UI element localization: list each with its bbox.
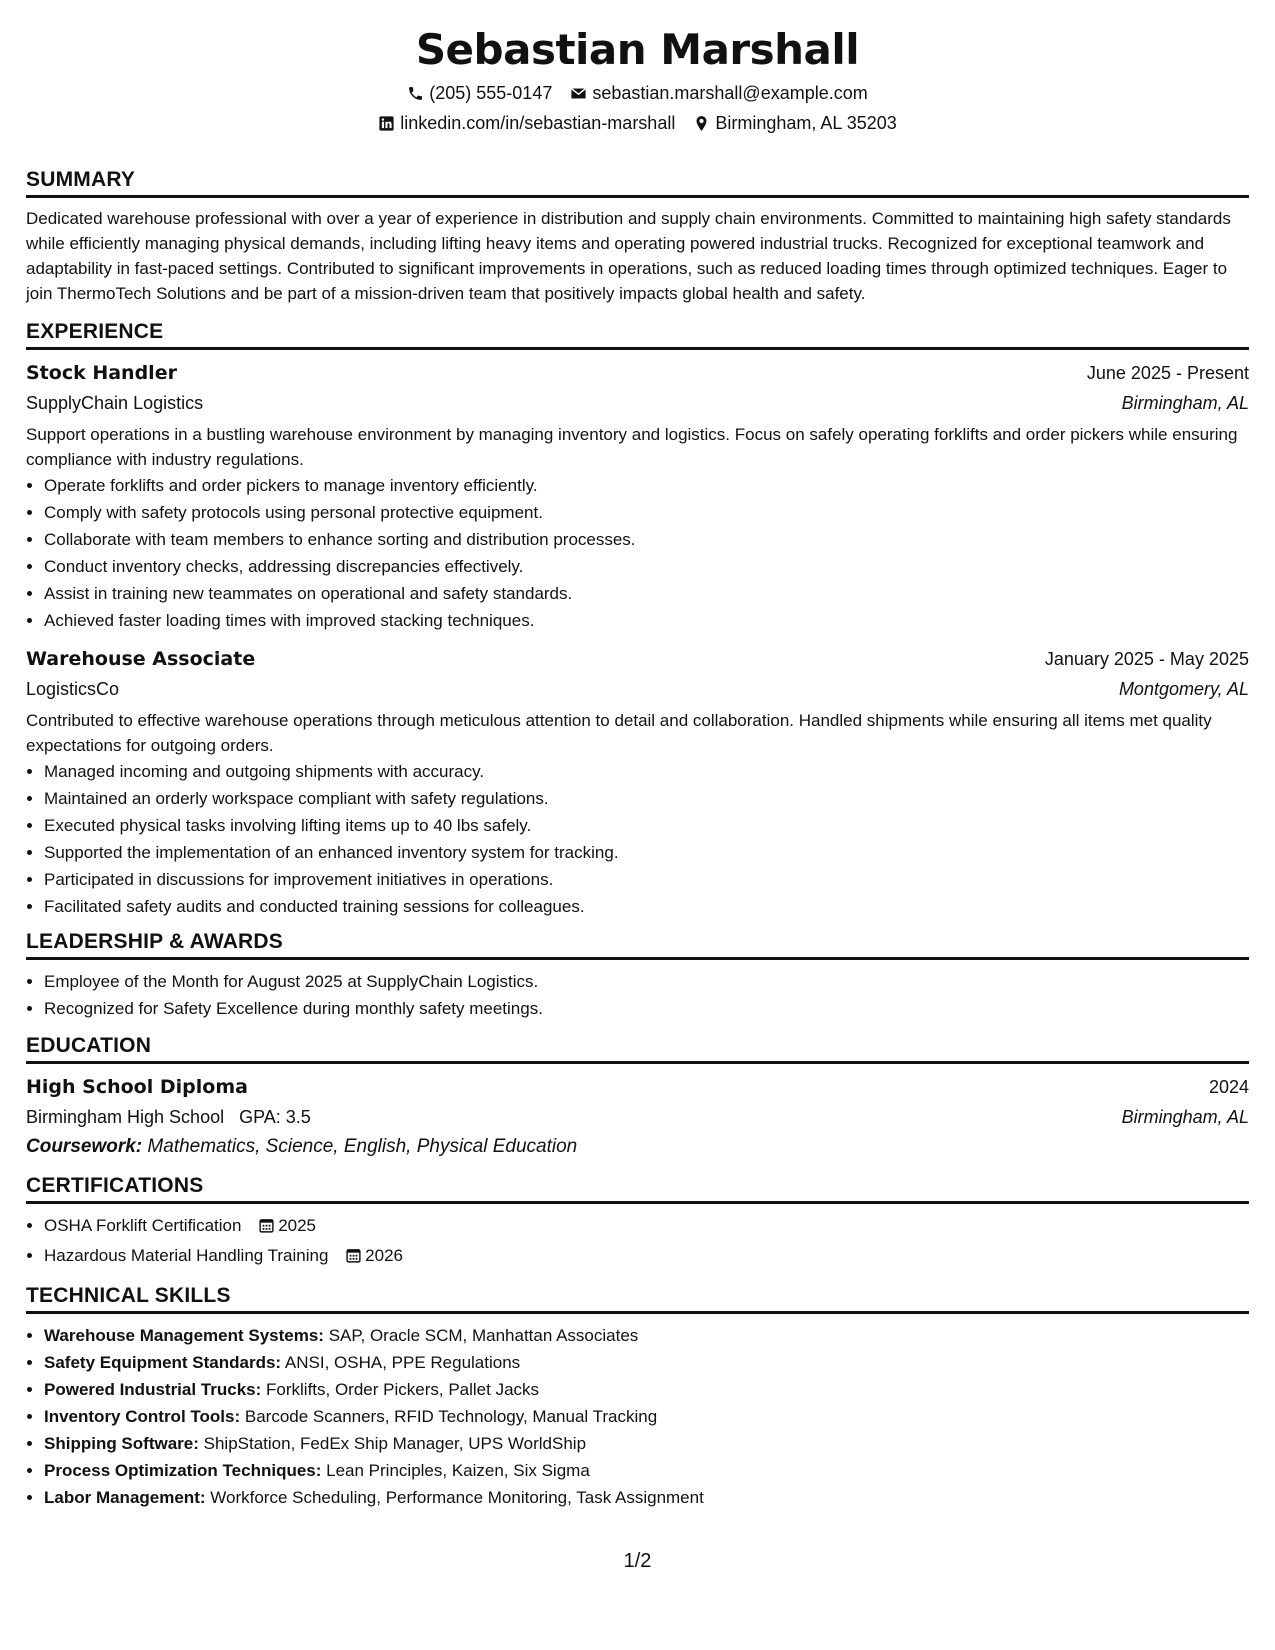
skill-values: Forklifts, Order Pickers, Pallet Jacks — [266, 1380, 540, 1399]
resume-page — [26, 0, 1249, 1511]
section-title-education: EDUCATION — [26, 1034, 1249, 1064]
list-item: • Operate forklifts and order pickers to manage inventory efficiently. — [44, 472, 1249, 499]
summary-section — [26, 168, 1249, 306]
list-item: • Comply with safety protocols using personal protective equipment. — [44, 499, 1249, 526]
candidate-name: Sebastian Marshall — [415, 25, 860, 74]
degree-name: High School Diploma — [26, 1076, 248, 1098]
list-item: • Recognized for Safety Excellence during monthly safety meetings. — [44, 995, 1249, 1022]
skill-values: Barcode Scanners, RFID Technology, Manual Tracking — [244, 1407, 658, 1426]
list-item: • Supported the implementation of an enhanced inventory system for tracking. — [44, 839, 1249, 866]
coursework — [26, 1132, 1249, 1162]
calendar-icon — [345, 1247, 362, 1264]
company-name: SupplyChain Logistics — [26, 393, 204, 413]
list-item: • Participated in discussions for improvement initiatives in operations. — [44, 866, 1249, 893]
contact-line-2 — [26, 108, 1249, 138]
list-item — [44, 1484, 1249, 1511]
leadership-section — [26, 930, 1249, 1034]
calendar-icon — [258, 1217, 275, 1234]
list-item: • Achieved faster loading times with improved stacking techniques. — [44, 607, 1249, 634]
email-contact[interactable] — [570, 78, 867, 108]
job-bullets — [26, 758, 1249, 920]
skill-category: Safety Equipment Standards: — [44, 1353, 282, 1372]
job-entry — [26, 358, 1249, 634]
list-item: • Employee of the Month for August 2025 at SupplyChain Logistics. — [44, 968, 1249, 995]
list-item: • Collaborate with team members to enhance sorting and distribution processes. — [44, 526, 1249, 553]
section-title-certifications: CERTIFICATIONS — [26, 1174, 1249, 1204]
section-title-skills: TECHNICAL SKILLS — [26, 1284, 1249, 1314]
job-entry — [26, 644, 1249, 920]
phone-number: (205) 555-0147 — [429, 83, 553, 103]
gpa: GPA: 3.5 — [239, 1107, 311, 1127]
list-item: • Conduct inventory checks, addressing discrepancies effectively. — [44, 553, 1249, 580]
school-location: Birmingham, AL — [1121, 1107, 1249, 1127]
section-title-leadership: LEADERSHIP & AWARDS — [26, 930, 1249, 960]
education-section — [26, 1034, 1249, 1174]
list-item — [44, 1376, 1249, 1403]
phone-contact — [407, 78, 552, 108]
graduation-year: 2024 — [1208, 1077, 1249, 1097]
job-dates: January 2025 - May 2025 — [1044, 649, 1249, 669]
list-item — [44, 1212, 1249, 1242]
skill-values: Lean Principles, Kaizen, Six Sigma — [326, 1461, 590, 1480]
skill-values: ShipStation, FedEx Ship Manager, UPS WorldShip — [203, 1434, 587, 1453]
skill-category: Shipping Software: — [44, 1434, 199, 1453]
phone-icon — [407, 85, 424, 102]
contact-line-1 — [26, 78, 1249, 108]
resume-header — [26, 22, 1249, 138]
job-location: Birmingham, AL — [1121, 393, 1249, 413]
skill-category: Inventory Control Tools: — [44, 1407, 241, 1426]
skill-values: ANSI, OSHA, PPE Regulations — [284, 1353, 521, 1372]
email-address[interactable]: sebastian.marshall@example.com — [592, 83, 868, 103]
list-item — [44, 1349, 1249, 1376]
summary-text: Dedicated warehouse professional with over a year of experience in distribution and supply chain environments. Committed to maintaining high safety standards while efficiently managing physical demands, including lifting heavy items and operating powered industrial trucks. Recognized for exceptional teamwork and adaptability in fast-paced settings. Contributed to significant improvements in operations, such as reduced loading times through optimized techniques. Eager to join ThermoTech Solutions and be part of a mission-driven team that positively impacts global health and safety. — [26, 209, 1231, 303]
job-title: Stock Handler — [26, 362, 177, 384]
envelope-icon — [570, 85, 587, 102]
linkedin-url[interactable]: linkedin.com/in/sebastian-marshall — [400, 113, 676, 133]
certification-year: 2025 — [278, 1216, 317, 1235]
certification-name: Hazardous Material Handling Training — [44, 1246, 329, 1265]
certification-name: OSHA Forklift Certification — [44, 1216, 242, 1235]
company-name: LogisticsCo — [26, 679, 120, 699]
linkedin-icon — [378, 115, 395, 132]
list-item — [44, 1242, 1249, 1272]
page-number: 1/2 — [623, 1550, 652, 1572]
experience-section — [26, 320, 1249, 920]
job-description: Support operations in a bustling warehouse environment by managing inventory and logistics. Focus on safely operating forklifts and order pickers while ensuring compliance with industry regulations. — [26, 425, 1238, 469]
job-title: Warehouse Associate — [26, 648, 256, 670]
school-name: Birmingham High School — [26, 1107, 225, 1127]
leadership-list — [26, 968, 1249, 1022]
list-item — [44, 1403, 1249, 1430]
list-item: • Maintained an orderly workspace compliant with safety regulations. — [44, 785, 1249, 812]
section-title-summary: SUMMARY — [26, 168, 1249, 198]
job-dates: June 2025 - Present — [1086, 363, 1249, 383]
skill-category: Warehouse Management Systems: — [44, 1326, 324, 1345]
skill-values: Workforce Scheduling, Performance Monitoring, Task Assignment — [210, 1488, 704, 1507]
certifications-section — [26, 1174, 1249, 1284]
coursework-label: Coursework: — [26, 1136, 143, 1157]
skills-section — [26, 1284, 1249, 1511]
linkedin-contact[interactable] — [378, 108, 675, 138]
skill-category: Labor Management: — [44, 1488, 206, 1507]
list-item: • Assist in training new teammates on operational and safety standards. — [44, 580, 1249, 607]
location-contact — [693, 108, 896, 138]
list-item: • Facilitated safety audits and conducted training sessions for colleagues. — [44, 893, 1249, 920]
job-bullets — [26, 472, 1249, 634]
skill-category: Powered Industrial Trucks: — [44, 1380, 262, 1399]
list-item — [44, 1430, 1249, 1457]
map-pin-icon — [693, 115, 710, 132]
certifications-list — [26, 1212, 1249, 1272]
skills-list — [26, 1322, 1249, 1511]
job-location: Montgomery, AL — [1118, 679, 1249, 699]
section-title-experience: EXPERIENCE — [26, 320, 1249, 350]
skill-values: SAP, Oracle SCM, Manhattan Associates — [328, 1326, 639, 1345]
certification-year: 2026 — [365, 1246, 403, 1265]
list-item: • Executed physical tasks involving lifting items up to 40 lbs safely. — [44, 812, 1249, 839]
job-description: Contributed to effective warehouse operations through meticulous attention to detail and collaboration. Handled shipments while ensuring all items met quality expectations for outgoing orders. — [26, 711, 1212, 755]
list-item — [44, 1322, 1249, 1349]
home-location: Birmingham, AL 35203 — [715, 113, 897, 133]
skill-category: Process Optimization Techniques: — [44, 1461, 322, 1480]
coursework-list: Mathematics, Science, English, Physical Education — [147, 1136, 578, 1157]
list-item: • Managed incoming and outgoing shipments with accuracy. — [44, 758, 1249, 785]
list-item — [44, 1457, 1249, 1484]
